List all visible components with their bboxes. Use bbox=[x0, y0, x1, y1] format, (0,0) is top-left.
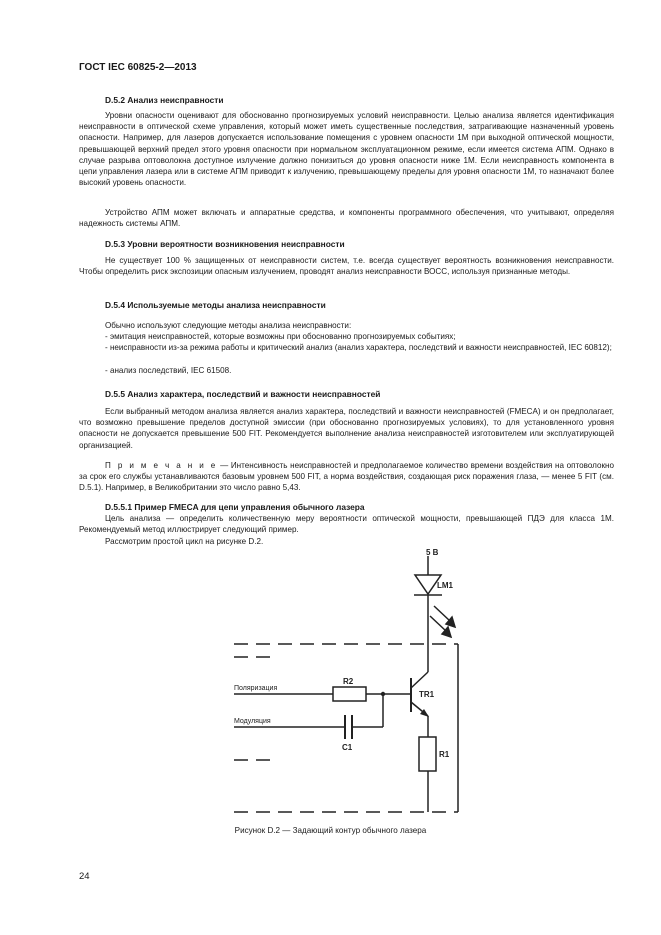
c1-label: C1 bbox=[342, 743, 353, 752]
paragraph: Устройство АПМ может включать и аппаратные средства, и компоненты программного обеспечения, что учитывают, определяя надежность системы АПМ. bbox=[79, 208, 614, 229]
paragraph: Если выбранный методом анализа является анализ характера, последствий и важности неисправностей (FMECA) и он предполагает, что возможно превышение пределов доступной эмиссии (при обоснованно прогнозируемых условиях), то для установленного уровня опасности не допускается превышение 500 FIT. Рекомендуется выполнение анализа неисправностей изготовителем или эксплуатирующей организацией. bbox=[79, 407, 614, 450]
note-text: — Интенсивность неисправностей и предполагаемое количество времени воздействия на оптоволокно за срок его службы устанавливаются базовым уровнем 500 FIT, а норма воздействия, создающая риск поражения глаза, — менее 5 FIT (см. D.5.1). Например, в Великобритании это число равно 5,43. bbox=[79, 461, 614, 493]
list-item: - эмитация неисправностей, которые возможны при обоснованно прогнозируемых событиях; bbox=[105, 332, 456, 341]
transistor-collector bbox=[411, 672, 428, 688]
page-number: 24 bbox=[79, 871, 90, 882]
section-heading: D.5.5 Анализ характера, последствий и важности неисправностей bbox=[105, 389, 381, 399]
paragraph: Рассмотрим простой цикл на рисунке D.2. bbox=[105, 537, 264, 546]
tr1-label: TR1 bbox=[419, 690, 435, 699]
r2-label: R2 bbox=[343, 677, 354, 686]
mod-input-label: Модуляция bbox=[234, 718, 271, 725]
emission-arrows-icon bbox=[430, 606, 455, 637]
r1-label: R1 bbox=[439, 750, 450, 759]
section-heading: D.5.4 Используемые методы анализа неисправности bbox=[105, 300, 326, 310]
section-heading: D.5.2 Анализ неисправности bbox=[105, 95, 224, 105]
list-intro: Обычно используют следующие методы анализа неисправности: bbox=[105, 321, 352, 330]
resistor-r2-body bbox=[333, 687, 366, 701]
note-label: П р и м е ч а н и е bbox=[105, 461, 218, 470]
supply-label: 5 В bbox=[426, 548, 439, 557]
list-item: - неисправности из-за режима работы и критический анализ (анализ характера, последствий и важности неисправностей, IEC 60812); bbox=[105, 343, 612, 352]
document-header: ГОСТ IEC 60825-2—2013 bbox=[79, 62, 197, 73]
resistor-r1-body bbox=[419, 737, 436, 771]
junction-dot bbox=[381, 692, 385, 696]
section-heading: D.5.5.1 Пример FMECA для цепи управления обычного лазера bbox=[105, 502, 365, 512]
paragraph: Уровни опасности оценивают для обоснованно прогнозируемых условий неисправности. Целью анализа является идентификация неисправности в оптической схеме управления, который может иметь существенные последствия, затрагивающие назначенный уровень опасности. Например, для лазеров допускается использование помещения с уровнем опасности 1М при выходной оптической мощности, превышающей верхний предел этого уровня опасности при нормальном эксплуатационном режиме, если имеется система АПМ. Однако в случае разрыва оптоволокна доступное излучение должно понизиться до уровня опасности ниже 1М. Если неисправность компонента в цепи управления лазера или в системе АПМ приводит к излучению, превышающему пределы для уровня опасности 1М, то назначают более высокий уровень опасности. bbox=[79, 111, 614, 188]
paragraph: Цель анализа — определить количественную меру вероятности оптической мощности, превышающей ПДЭ для класса 1М. Рекомендуемый метод иллюстрирует следующий пример. bbox=[79, 514, 614, 535]
figure-caption: Рисунок D.2 — Задающий контур обычного лазера bbox=[234, 826, 427, 835]
led-label: LM1 bbox=[437, 581, 453, 590]
section-heading: D.5.3 Уровни вероятности возникновения неисправности bbox=[105, 239, 345, 249]
list-item: - анализ последствий, IEC 61508. bbox=[105, 366, 232, 375]
bias-input-label: Поляризация bbox=[234, 685, 278, 692]
paragraph: Не существует 100 % защищенных от неисправности систем, т.е. всегда существует вероятность возникновения неисправности. Чтобы определить риск экспозиции опасным излучением, проводят анализ неисправности ВОСС, используя признанные методы. bbox=[79, 256, 614, 277]
